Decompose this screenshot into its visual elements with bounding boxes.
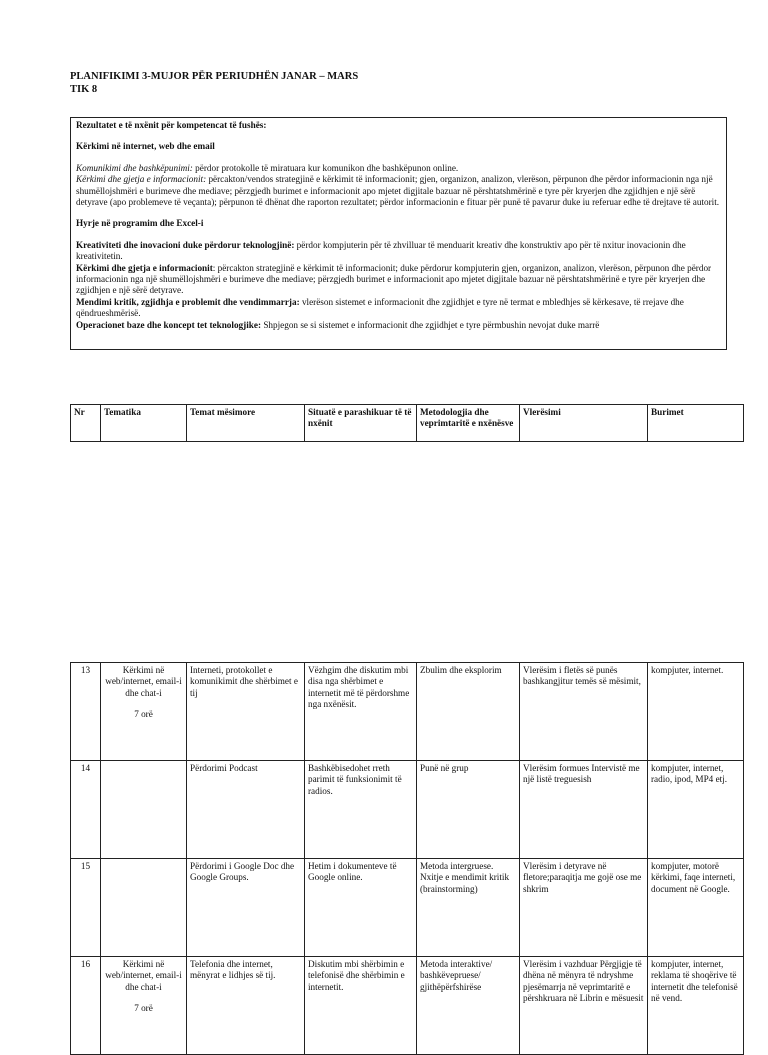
cell-vleresimi: Vlerësim i detyrave në fletore;paraqitja me gojë ose me shkrim bbox=[520, 859, 648, 957]
outcome-information-search-2 bbox=[76, 263, 721, 297]
outcome-communication bbox=[76, 163, 721, 174]
header-nr: Nr bbox=[71, 405, 101, 442]
outcome-basic-operations bbox=[76, 320, 721, 331]
outcome-label: Kreativiteti dhe inovacioni duke përdorur teknologjinë: bbox=[76, 239, 295, 250]
outcome-text: : përcakton strategjinë e kërkimit të informacionit; duke përdorur kompjuterin gjen, organizon, analizon, vlerëson, përpunon dhe përdor informacionin nga një shumëllojshmëri e burimeve dhe mediave; përzgjedh burimet e informacionit apo mjetet digjitale bazuar në përshtatshmërinë e tyre për kryerjen dhe zgjidhjen e një sërë detyrave. bbox=[76, 262, 712, 296]
outcome-text: Shpjegon se si sistemet e informacionit dhe zgjidhjet e tyre përmbushin nevojat duke marrë bbox=[261, 319, 600, 330]
title-line-1: PLANIFIKIMI 3-MUJOR PËR PERIUDHËN JANAR – MARS bbox=[70, 71, 359, 82]
header-vleresimi: Vlerësimi bbox=[520, 405, 648, 442]
cell-vleresimi: Vlerësim i fletës së punës bashkangjitur temës së mësimit, bbox=[520, 663, 648, 761]
hours-text: 7 orë bbox=[134, 1003, 153, 1014]
document-title bbox=[70, 70, 358, 96]
header-temat: Temat mësimore bbox=[187, 405, 305, 442]
tematika-text: Kërkimi në web/internet, email-i dhe chat-i bbox=[105, 665, 182, 698]
cell-burimet: kompjuter, internet, radio, ipod, MP4 etj. bbox=[648, 761, 744, 859]
outcome-creativity bbox=[76, 240, 721, 263]
cell-burimet: kompjuter, internet. bbox=[648, 663, 744, 761]
cell-vleresimi: Vlerësim i vazhduar Përgjigje të dhëna në mënyra të ndryshme pjesëmarrja në veprimtaritë e përshkruara në Librin e mësuesit bbox=[520, 957, 648, 1055]
section-heading-internet: Kërkimi në internet, web dhe email bbox=[76, 141, 215, 152]
cell-tematika bbox=[101, 663, 187, 761]
cell-temat: Përdorimi Podcast bbox=[187, 761, 305, 859]
table-row bbox=[71, 761, 744, 859]
outcome-text: përcakton/vendos strategjinë e kërkimit të informacionit; gjen, organizon, analizon, vlerëson, përpunon dhe përdor informacionin nga një shumëllojshmëri e burimeve dhe mediave; përzgjedh burimet e informacionit apo mjetet digjitale bazuar në përshtatshmërinë e tyre për kryerjen dhe zgjidhjen e një sërë detyrave (apo problemeve të veçanta); përpunon të dhënat dhe raporton rezultatet; përdor informacionin e fituar për punë të pavarur duke iu referuar edhe të drejtave të autorit. bbox=[76, 174, 720, 208]
table-row bbox=[71, 957, 744, 1055]
hours-text: 7 orë bbox=[134, 709, 153, 720]
cell-situata: Bashkëbisedohet rreth parimit të funksionimit të radios. bbox=[305, 761, 417, 859]
cell-situata: Hetim i dokumenteve të Google online. bbox=[305, 859, 417, 957]
cell-burimet: kompjuter, motorë kërkimi, faqe interneti, document në Google. bbox=[648, 859, 744, 957]
table-row bbox=[71, 859, 744, 957]
table-row bbox=[71, 663, 744, 761]
learning-outcomes-box bbox=[70, 117, 727, 350]
header-tematika: Tematika bbox=[101, 405, 187, 442]
cell-metodologjia: Punë në grup bbox=[417, 761, 520, 859]
header-row bbox=[71, 405, 744, 442]
cell-temat: Telefonia dhe internet, mënyrat e lidhjes së tij. bbox=[187, 957, 305, 1055]
outcome-information-search bbox=[76, 174, 721, 208]
cell-metodologjia: Zbulim dhe eksplorim bbox=[417, 663, 520, 761]
outcome-label: Komunikimi dhe bashkëpunimi: bbox=[76, 162, 193, 173]
cell-situata: Diskutim mbi shërbimin e telefonisë dhe shërbimin e internetit. bbox=[305, 957, 417, 1055]
header-situata: Situatë e parashikuar të të nxënit bbox=[305, 405, 417, 442]
plan-table-header bbox=[70, 404, 744, 442]
cell-tematika bbox=[101, 957, 187, 1055]
outcome-label: Kërkimi dhe gjetja e informacionit: bbox=[76, 174, 207, 185]
outcome-critical-thinking bbox=[76, 297, 721, 320]
outcomes-heading: Rezultatet e të nxënit për kompetencat të fushës: bbox=[76, 120, 267, 130]
outcome-label: Kërkimi dhe gjetja e informacionit bbox=[76, 262, 213, 273]
cell-situata: Vëzhgim dhe diskutim mbi disa nga shërbimet e internetit më të përdorshme nga nxënësit. bbox=[305, 663, 417, 761]
cell-temat: Përdorimi i Google Doc dhe Google Groups. bbox=[187, 859, 305, 957]
plan-table bbox=[70, 662, 744, 1055]
header-burimet: Burimet bbox=[648, 405, 744, 442]
title-line-2: TIK 8 bbox=[70, 84, 98, 95]
cell-metodologjia: Metoda intergruese. Nxitje e mendimit kritik (brainstorming) bbox=[417, 859, 520, 957]
cell-nr: 16 bbox=[71, 957, 101, 1055]
section-heading-programming: Hyrje në programim dhe Excel-i bbox=[76, 218, 204, 229]
cell-vleresimi: Vlerësim formues Intervistë me një listë treguesish bbox=[520, 761, 648, 859]
cell-nr: 14 bbox=[71, 761, 101, 859]
tematika-text: Kërkimi në web/internet, email-i dhe chat-i bbox=[105, 959, 182, 992]
outcome-text: përdor protokolle të miratuara kur komunikon dhe bashkëpunon online. bbox=[192, 162, 459, 173]
cell-tematika bbox=[101, 761, 187, 859]
cell-nr: 15 bbox=[71, 859, 101, 957]
cell-temat: Interneti, protokollet e komunikimit dhe shërbimet e tij bbox=[187, 663, 305, 761]
cell-metodologjia: Metoda interaktive/ bashkëvepruese/ gjithëpërfshirëse bbox=[417, 957, 520, 1055]
cell-burimet: kompjuter, internet, reklama të shoqërive të internetit dhe telefonisë në vend. bbox=[648, 957, 744, 1055]
outcome-label: Mendimi kritik, zgjidhja e problemit dhe vendimmarrja: bbox=[76, 296, 300, 307]
header-metodologjia: Metodologjia dhe veprimtaritë e nxënësve bbox=[417, 405, 520, 442]
outcome-label: Operacionet baze dhe koncept tet teknologjike: bbox=[76, 319, 262, 330]
outcome-text: vlerëson sistemet e informacionit dhe zgjidhjet e tyre në termat e mbledhjes së kërkesave, të rrejave dhe qëndrueshmërisë. bbox=[76, 296, 684, 319]
cell-tematika bbox=[101, 859, 187, 957]
outcome-text: përdor kompjuterin për të zhvilluar të menduarit kreativ dhe konstruktiv apo për të nxitur inovacionin dhe kreativitetin. bbox=[76, 239, 686, 262]
cell-nr: 13 bbox=[71, 663, 101, 761]
